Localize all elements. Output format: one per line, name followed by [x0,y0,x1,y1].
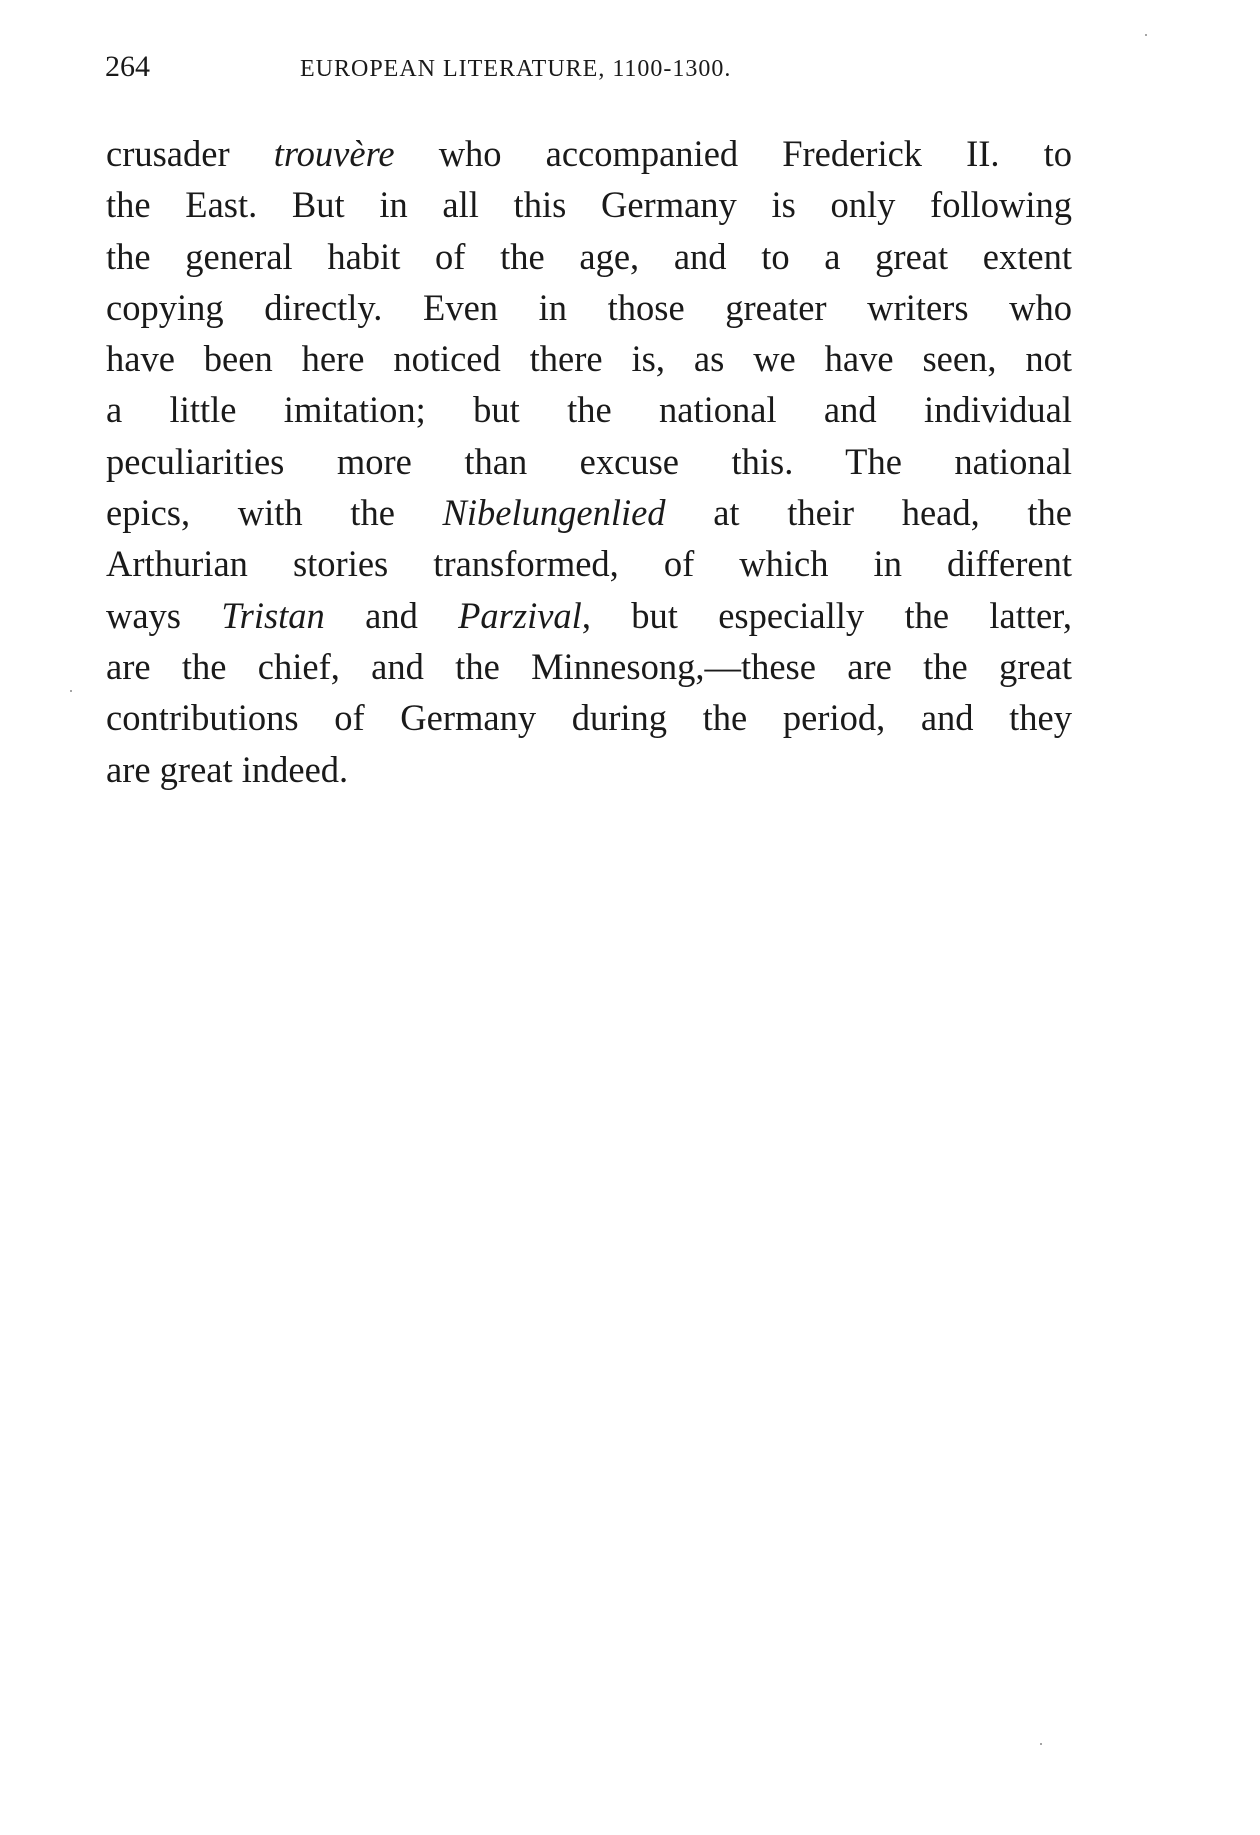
italic-title: Nibelungenlied [442,492,666,534]
text-line [106,436,1072,487]
text-run: and [324,594,459,636]
text-line [106,487,1072,538]
text-line [106,641,1072,692]
text-line [106,538,1072,589]
text-run: the East. But in all this Germany is only following [106,184,1072,226]
italic-title: Parzival [458,594,582,636]
text-run: the general habit of the age, and to a great extent [106,235,1072,277]
text-run: at their head, the [665,492,1072,534]
page-number: 264 [105,50,150,83]
text-run: ways [106,594,222,636]
running-title: EUROPEAN LITERATURE, 1100-1300. [300,56,732,82]
scan-speck [1040,1743,1042,1745]
text-run: epics, with the [106,492,443,534]
italic-title: trouvère [273,133,395,174]
text-run: Arthurian stories transformed, of which in different [106,543,1072,585]
text-run: a little imitation; but the national and individual [106,389,1072,431]
text-line [106,128,1072,179]
text-run: crusader [106,133,274,174]
text-run: have been here noticed there is, as we have seen, not [106,338,1072,380]
text-line [106,692,1072,743]
text-line [106,231,1072,282]
text-run: contributions of Germany during the period, and they [106,697,1072,739]
scan-speck [70,690,72,692]
text-run: are the chief, and the Minnesong,—these are the great [106,645,1072,687]
text-line [106,384,1072,435]
text-line [106,590,1072,641]
text-line [106,744,1072,795]
scan-speck [1145,34,1147,36]
text-run: peculiarities more than excuse this. The national [106,440,1072,482]
italic-title: Tristan [221,594,325,636]
text-line [106,179,1072,230]
text-run: are great indeed. [106,748,349,790]
text-run: who accompanied Frederick II. to [394,133,1072,174]
text-line [106,333,1072,384]
body-paragraph [106,128,1072,795]
text-run: , but especially the latter, [581,594,1072,636]
text-line [106,282,1072,333]
text-run: copying directly. Even in those greater writers who [106,286,1072,328]
